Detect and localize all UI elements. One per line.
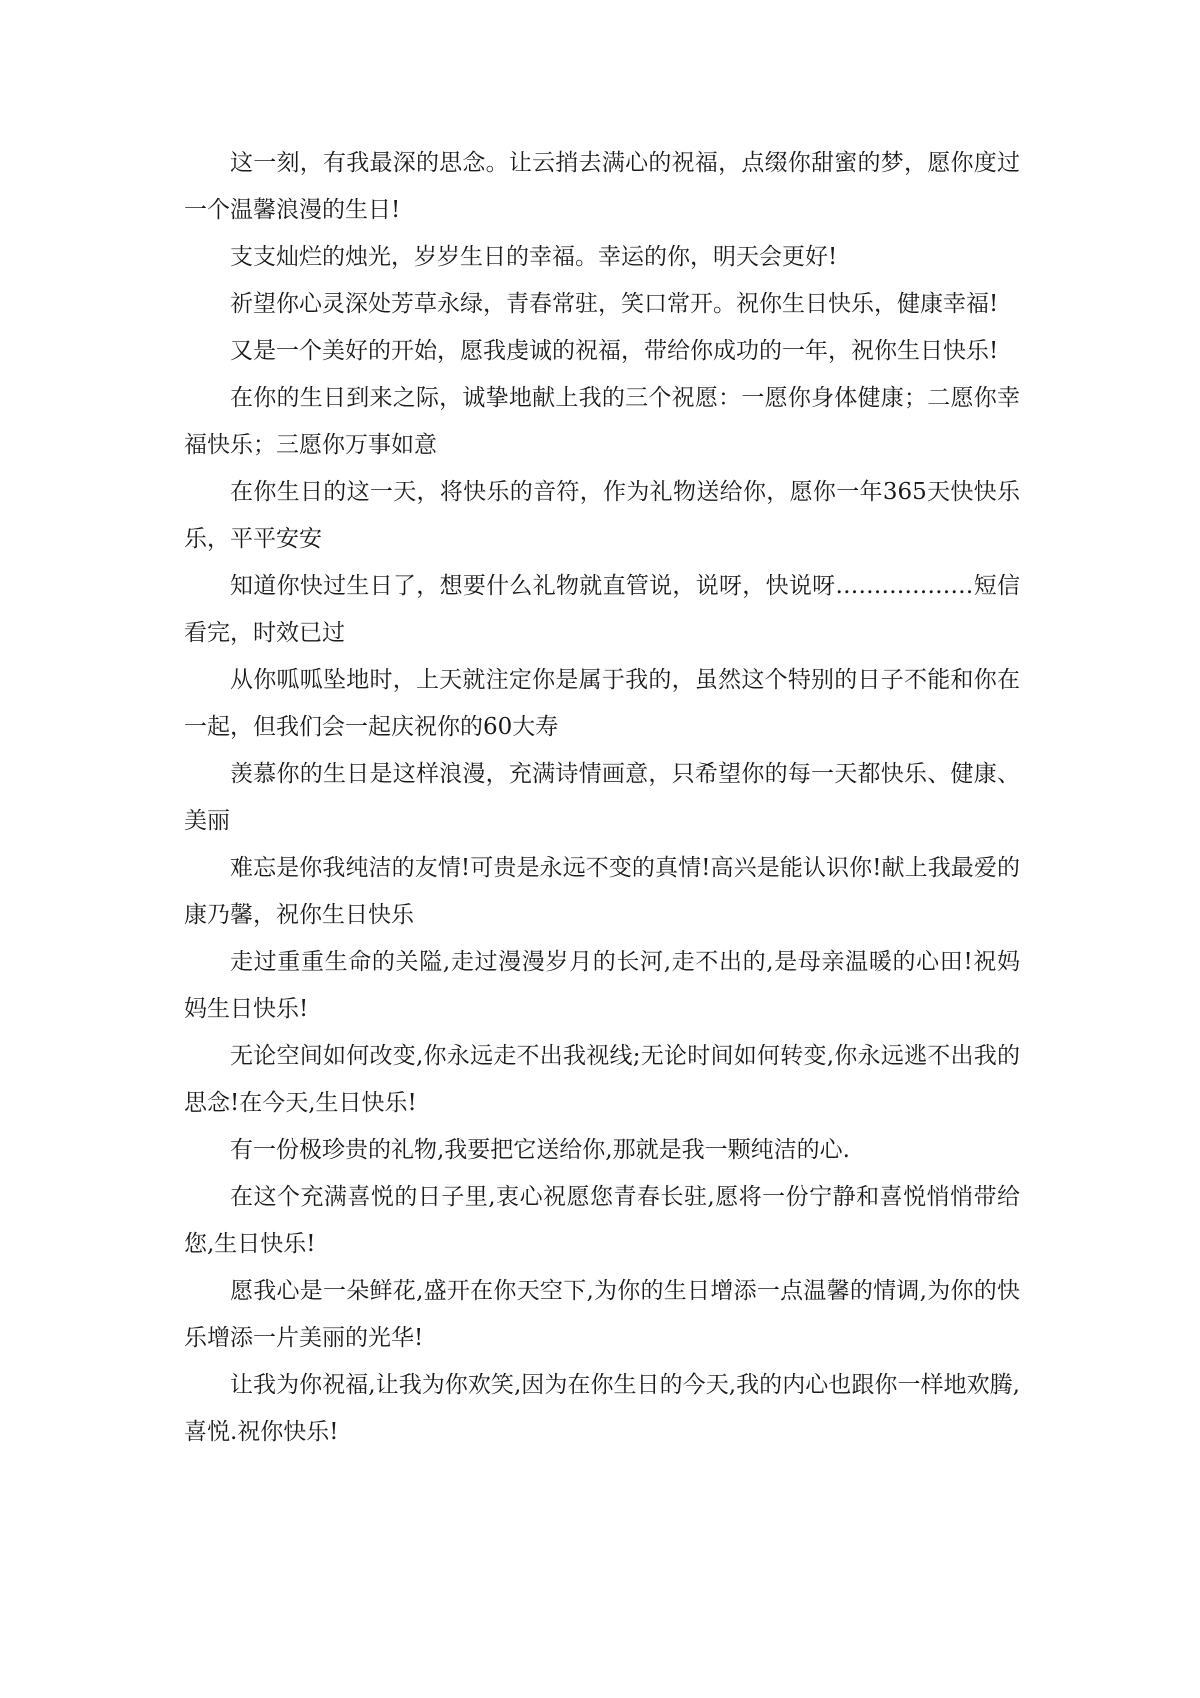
paragraph: 在你生日的这一天，将快乐的音符，作为礼物送给你，愿你一年365天快快乐乐，平平安安 xyxy=(184,479,1020,552)
paragraph: 又是一个美好的开始，愿我虔诚的祝福，带给你成功的一年，祝你生日快乐! xyxy=(230,338,999,364)
paragraph: 有一份极珍贵的礼物,我要把它送给你,那就是我一颗纯洁的心. xyxy=(230,1137,850,1163)
paragraph: 让我为你祝福,让我为你欢笑,因为在你生日的今天,我的内心也跟你一样地欢腾,喜悦.祝你快乐! xyxy=(184,1372,1020,1445)
paragraph: 无论空间如何改变,你永远走不出我视线;无论时间如何转变,你永远逃不出我的思念!在今天,生日快乐! xyxy=(184,1043,1020,1116)
paragraph: 祈望你心灵深处芳草永绿，青春常驻，笑口常开。祝你生日快乐，健康幸福! xyxy=(230,291,999,317)
paragraph: 这一刻，有我最深的思念。让云捎去满心的祝福，点缀你甜蜜的梦，愿你度过一个温馨浪漫的生日! xyxy=(184,150,1020,223)
paragraph: 难忘是你我纯洁的友情!可贵是永远不变的真情!高兴是能认识你!献上我最爱的康乃馨，祝你生日快乐 xyxy=(184,855,1020,928)
paragraph: 走过重重生命的关隘,走过漫漫岁月的长河,走不出的,是母亲温暖的心田!祝妈妈生日快乐! xyxy=(184,949,1020,1022)
document-body xyxy=(184,140,1020,1456)
paragraph: 羡慕你的生日是这样浪漫，充满诗情画意，只希望你的每一天都快乐、健康、美丽 xyxy=(184,761,1020,834)
paragraph: 愿我心是一朵鲜花,盛开在你天空下,为你的生日增添一点温馨的情调,为你的快乐增添一片美丽的光华! xyxy=(184,1278,1020,1351)
paragraph: 从你呱呱坠地时，上天就注定你是属于我的，虽然这个特别的日子不能和你在一起，但我们会一起庆祝你的60大寿 xyxy=(184,667,1020,740)
paragraph: 知道你快过生日了，想要什么礼物就直管说，说呀，快说呀………………短信看完，时效已过 xyxy=(184,573,1020,646)
paragraph: 支支灿烂的烛光，岁岁生日的幸福。幸运的你，明天会更好! xyxy=(230,244,838,270)
paragraph: 在你的生日到来之际，诚挚地献上我的三个祝愿：一愿你身体健康；二愿你幸福快乐；三愿你万事如意 xyxy=(184,385,1020,458)
paragraph: 在这个充满喜悦的日子里,衷心祝愿您青春长驻,愿将一份宁静和喜悦悄悄带给您,生日快乐! xyxy=(184,1184,1020,1257)
